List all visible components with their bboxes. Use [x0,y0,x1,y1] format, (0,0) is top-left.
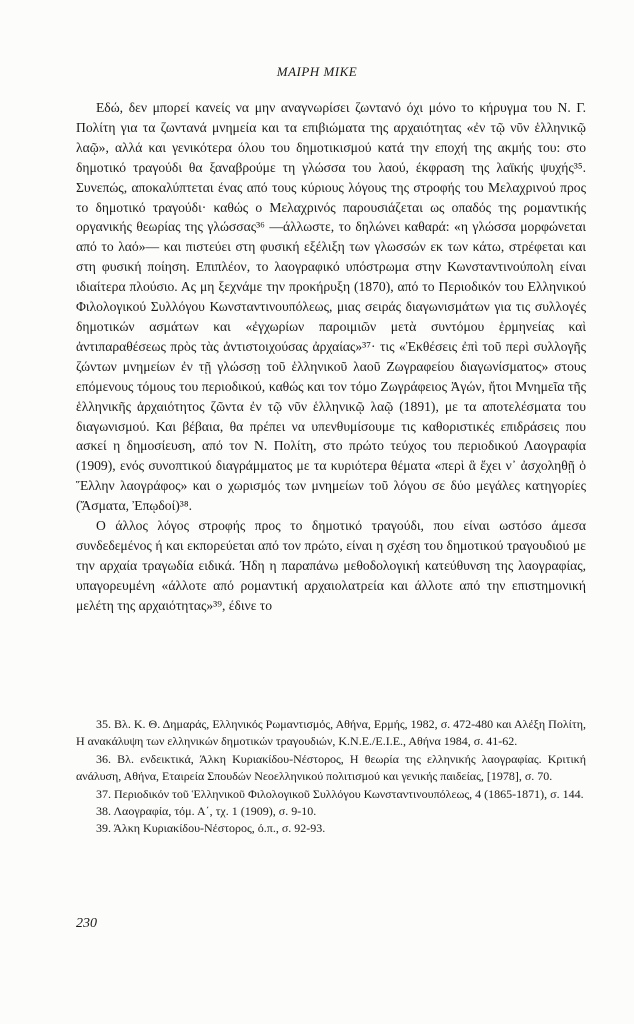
page-number: 230 [76,916,97,931]
footnote: 35. Βλ. Κ. Θ. Δημαράς, Ελληνικός Ρωμαντισμός, Αθήνα, Ερμής, 1982, σ. 472-480 και Αλέξη Πολίτη, Η ανακάλυψη των ελληνικών δημοτικών τραγουδιών, Κ.Ν.Ε./Ε.Ι.Ε., Αθήνα 1984, σ. 41-62. [76,717,586,749]
footnote: 36. Βλ. ενδεικτικά, Άλκη Κυριακίδου-Νέστορος, Η θεωρία της ελληνικής λαογραφίας. Κριτική ανάλυση, Αθήνα, Εταιρεία Σπουδών Νεοελληνικού πολιτισμού και γενικής παιδείας, [1978], σ. 70. [76,751,586,784]
running-header: ΜΑΙΡΗ ΜΙΚΕ [276,64,358,79]
footnote: 38. Λαογραφία, τόμ. Α΄, τχ. 1 (1909), σ. 9-10. [96,804,317,819]
main-text [76,98,586,616]
footnotes [76,716,586,838]
footnote: 39. Άλκη Κυριακίδου-Νέστορος, ό.π., σ. 92-93. [96,821,326,836]
paragraph: Εδώ, δεν μπορεί κανείς να μην αναγνωρίσει ζωντανό όχι μόνο το κήρυγμα του Ν. Γ. Πολίτη για τα ζωντανά μνημεία και τα επιβιώματα της αρχαιότητας «ἐν τῷ νῦν ἑλληνικῷ λαῷ», αλλά και γενικότερα όλου του δημοτικισμού κατά την εποχή της ακμής του: στο δημοτικό τραγούδι θα ξαναβρούμε τη γλώσσα του λαού, έκφραση της λαϊκής ψυχής³⁵. Συνεπώς, αποκαλύπτεται ένας από τους κύριους λόγους της στροφής του Μελαχρινού προς το δημοτικό τραγούδι· καθώς ο Μελαχρινός παρουσιάζεται ως οπαδός της ρομαντικής οργανικής θεωρίας της γλώσσας³⁶ —άλλωστε, το δηλώνει καθαρά: «η γλώσσα μορφώνεται από το λαό»— και πιστεύει στη φυσική εξέλιξη των γλωσσών εκ των κάτω, στρέφεται και στη φυσική ποίηση. Επιπλέον, το λαογραφικό υπόστρωμα στην Κωνσταντινούπολη είναι ιδιαίτερα πλούσιο. Ας μη ξεχνάμε την προκήρυξη (1870), από το Περιοδικόν του Ελληνικού Φιλολογικού Συλλόγου Κωνσταντινουπόλεως, μιας σειράς διαγωνισμάτων για τις συλλογές δημοτικών ασμάτων και «ἐγχωρίων παροιμιῶν μετὰ συντόμου ἑρμηνείας καὶ ἀντιπαραθέσεως πρὸς τὰς ἀντιστοιχούσας ἀρχαίας»³⁷· τις «Ἐκθέσεις ἐπὶ τοῦ περὶ συλλογῆς ζώντων μνημείων ἐν τῇ γλώσσῃ τοῦ ἑλληνικοῦ λαοῦ Ζωγραφείου διαγωνίσματος» στους επόμενους τόμους του περιοδικού, καθώς και τον τόμο Ζωγράφειος Ἀγών, ἤτοι Μνημεῖα τῆς ἑλληνικῆς ἀρχαιότητος ζῶντα ἐν τῷ νῦν ἑλληνικῷ λαῷ (1891), με τα αποτελέσματα του διαγωνισμού. Και βέβαια, θα πρέπει να υπενθυμίσουμε τις καθοριστικές επιδράσεις που ασκεί η δημοσίευση, από τον Ν. Πολίτη, στο πρώτο τεύχος του περιοδικού Λαογραφία (1909), ενός συνοπτικού διαγράμματος με τα κυριότερα θέματα «περὶ ἃ ἔχει ν᾽ ἀσχοληθῇ ὁ Ἕλλην λαογράφος» και ο χωρισμός των μνημείων τοῦ λόγου σε δύο μεγάλες κατηγορίες (Ἄσματα, Ἐπῳδοί)³⁸. [76,100,586,514]
paragraph: Ο άλλος λόγος στροφής προς το δημοτικό τραγούδι, που είναι ωστόσο άμεσα συνδεδεμένος ή και εκπορεύεται από τον πρώτο, είναι η σχέση του δημοτικού τραγουδιού με την αρχαία τραγωδία ειδικά. Ήδη η παραπάνω μεθοδολογική κατεύθυνση της λαογραφίας, υπαγορευμένη «άλλοτε από ρομαντική αρχαιολατρεία και άλλοτε από την επιστημονική μελέτη της αρχαιότητας»³⁹, έδινε το [76,518,586,613]
footnote: 37. Περιοδικόν τοῦ Ἑλληνικοῦ Φιλολογικοῦ Συλλόγου Κωνσταντινουπόλεως, 4 (1865-1871), σ. 144. [96,786,584,801]
